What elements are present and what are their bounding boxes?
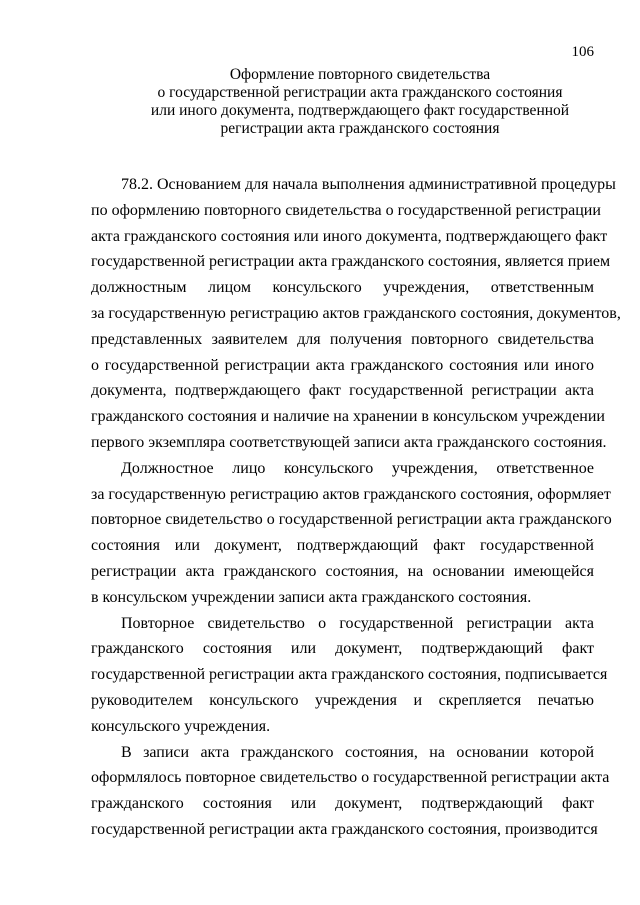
heading-line: или иного документа, подтверждающего факт государственной <box>150 102 570 119</box>
page-number: 106 <box>571 44 594 60</box>
text-line: за государственную регистрацию актов гражданского состояния, документов, <box>91 304 621 322</box>
text-line: В записи акта гражданского состояния, на основании которой <box>121 743 594 761</box>
text-line: акта гражданского состояния или иного документа, подтверждающего факт <box>91 227 608 245</box>
heading-line: Оформление повторного свидетельства <box>229 66 491 83</box>
text-line: Повторное свидетельство о государственной регистрации акта <box>121 614 594 632</box>
text-line: повторное свидетельство о государственной регистрации акта гражданского <box>91 511 612 529</box>
paragraph-official-issues <box>91 456 612 611</box>
text-line: руководителем консульского учреждения и скрепляется печатью <box>91 691 594 709</box>
paragraph-record-entry <box>91 740 610 843</box>
text-line: гражданского состояния или документ, подтверждающий факт <box>91 795 594 813</box>
text-line: по оформлению повторного свидетельства о государственной регистрации <box>91 201 601 219</box>
heading-line: о государственной регистрации акта гражданского состояния <box>157 84 563 101</box>
paragraph-78-2 <box>91 172 621 456</box>
text-line: государственной регистрации акта гражданского состояния, производится <box>91 820 598 838</box>
text-line: первого экземпляра соответствующей записи акта гражданского состояния. <box>91 433 607 451</box>
text-line: документа, подтверждающего факт государственной регистрации акта <box>91 382 594 400</box>
text-line: гражданского состояния и наличие на хранении в консульском учреждении <box>91 408 605 426</box>
text-line: должностным лицом консульского учреждения, ответственным <box>91 279 594 297</box>
text-line: состояния или документ, подтверждающий факт государственной <box>91 537 594 555</box>
heading-line: регистрации акта гражданского состояния <box>220 120 500 137</box>
text-line: регистрации акта гражданского состояния, на основании имеющейся <box>91 562 594 580</box>
text-line: представленных заявителем для получения повторного свидетельства <box>91 330 594 348</box>
text-line: оформлялось повторное свидетельство о государственной регистрации акта <box>91 769 610 787</box>
text-line: консульского учреждения. <box>91 717 271 735</box>
text-line: 78.2. Основанием для начала выполнения административной процедуры <box>121 176 616 193</box>
body-text <box>91 172 621 843</box>
text-line: Должностное лицо консульского учреждения, ответственное <box>121 459 594 477</box>
text-line: гражданского состояния или документ, подтверждающий факт <box>91 640 594 658</box>
text-line: государственной регистрации акта гражданского состояния, подписывается <box>91 666 608 684</box>
text-line: о государственной регистрации акта гражданского состояния или иного <box>91 356 594 374</box>
paragraph-signature <box>91 611 608 740</box>
text-line: в консульском учреждении записи акта гражданского состояния. <box>91 588 532 606</box>
text-line: за государственную регистрацию актов гражданского состояния, оформляет <box>91 485 611 503</box>
section-heading <box>70 66 640 138</box>
text-line: государственной регистрации акта гражданского состояния, является прием <box>91 253 611 271</box>
